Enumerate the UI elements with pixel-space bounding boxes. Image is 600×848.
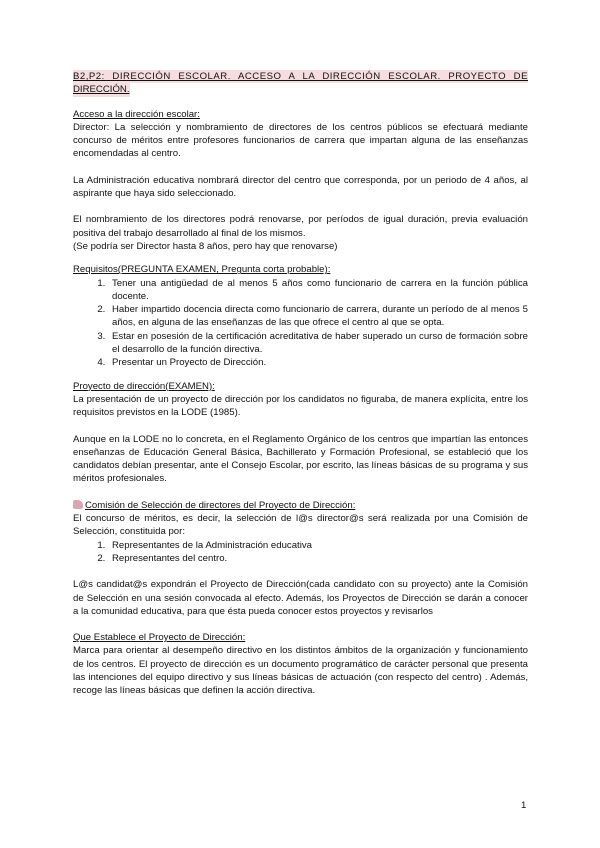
section-heading-comision: Comisión de Selección de directores del Proyecto de Dirección: [73, 499, 528, 512]
paragraph: El concurso de méritos, es decir, la selección de l@s director@s será realizada por una Comisión de Selección, constituida por: [73, 513, 528, 538]
pointing-hand-icon [73, 500, 83, 509]
paragraph: El nombramiento de los directores podrá renovarse, por períodos de igual duración, previa evaluación positiva del trabajo desarrollado al final de los mismos. [73, 214, 528, 239]
paragraph: La presentación de un proyecto de dirección por los candidatos no figuraba, de manera explícita, entre los requisitos previstos en la LODE (1985). [73, 393, 528, 419]
document-title-continuation: DIRECCIÓN. [73, 84, 130, 96]
paragraph: Marca para orientar al desempeño directivo en los distintos ámbitos de la organización y funcionamiento de los centros. El proyecto de dirección es un documento programático de carácter personal que presenta las intenciones del equipo directivo y sus líneas básicas de actuación (con respecto del centro) . Además, recoge las líneas básicas que definen la acción directiva. [73, 645, 528, 697]
list-item: 1. Representantes de la Administración educativa [108, 539, 528, 552]
list-item: 3. Estar en posesión de la certificación acreditativa de haber superado un curso de formación sobre el desarrollo de la función directiva. [108, 330, 528, 357]
document-body [73, 70, 528, 698]
document-title: B2,P2: DIRECCIÓN ESCOLAR. ACCESO A LA DIRECCIÓN ESCOLAR. PROYECTO DE [73, 71, 528, 82]
paragraph: L@s candidat@s expondrán el Proyecto de Dirección(cada candidato con su proyecto) ante la Comisión de Selección en una sesión convocada al efecto. Además, los Proyectos de Dirección se darán a conocer a la comunidad educativa, para que ésta pueda conocer estos proyectos y revisarlos [73, 579, 528, 617]
paragraph: Director: La selección y nombramiento de directores de los centros públicos se efectuará mediante concurso de méritos entre profesores funcionarios de carrera que impartan alguna de las enseñanzas encomendadas al centro. [73, 121, 528, 160]
list-item: 1. Tener una antigüedad de al menos 5 años como funcionario de carrera en la función pública docente. [108, 277, 528, 304]
section-heading-acceso: Acceso a la dirección escolar: [73, 108, 200, 120]
commission-list [73, 539, 528, 566]
section-heading-establece: Que Establece el Proyecto de Dirección: [73, 632, 246, 644]
paragraph: Aunque en la LODE no lo concreta, en el Reglamento Orgánico de los centros que impartían las entonces enseñanzas de Educación General Básica, Bachillerato y Formación Profesional, se estableció que los candidatos debían presentar, ante el Consejo Escolar, por escrito, las líneas básicas de su programa y sus méritos profesionales. [73, 433, 528, 485]
section-heading-proyecto: Proyecto de dirección(EXAMEN): [73, 380, 215, 392]
paragraph: (Se podría ser Director hasta 8 años, pero hay que renovarse) [73, 240, 338, 252]
list-item: 4. Presentar un Proyecto de Dirección. [108, 356, 528, 369]
list-item: 2. Representantes del centro. [108, 552, 528, 565]
section-heading-requisitos: Requisitos(PREGUNTA EXAMEN, Pregunta corta probable): [73, 264, 331, 276]
list-item: 2. Haber impartido docencia directa como funcionario de carrera, durante un período de al menos 5 años, en alguna de las enseñanzas de las que ofrece el centro al que se opta. [108, 303, 528, 330]
paragraph: La Administración educativa nombrará director del centro que corresponda, por un periodo de 4 años, al aspirante que haya sido seleccionado. [73, 174, 528, 200]
requirements-list [73, 277, 528, 370]
page-number: 1 [521, 800, 527, 811]
